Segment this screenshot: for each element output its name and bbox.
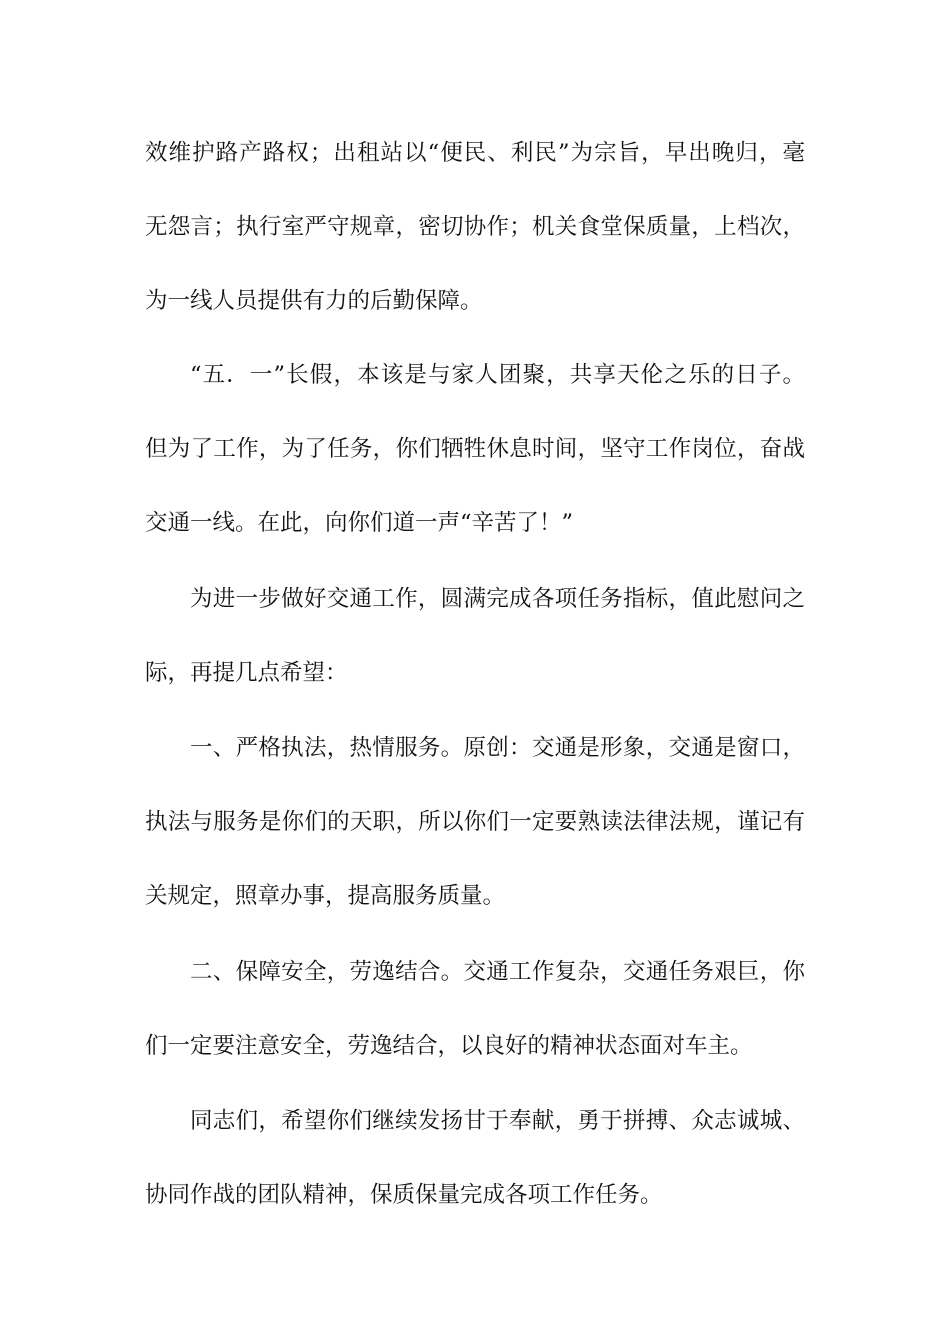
- paragraph-6-line-1: 同志们，希望你们继续发扬甘于奉献，勇于拼搏、众志诚城、: [190, 1108, 805, 1134]
- paragraph-6-line-2: 协同作战的团队精神，保质保量完成各项工作任务。: [145, 1182, 663, 1208]
- paragraph-2-line-1: “五．一”长假，本该是与家人团聚，共享天伦之乐的日子。: [190, 362, 805, 388]
- paragraph-4-line-3: 关规定，照章办事，提高服务质量。: [145, 883, 506, 909]
- paragraph-4-line-2: 执法与服务是你们的天职，所以你们一定要熟读法律法规，谨记有: [145, 809, 805, 835]
- paragraph-1-line-1: 效维护路产路权；出租站以“便民、利民”为宗旨，早出晚归，毫: [145, 140, 805, 166]
- paragraph-3-line-1: 为进一步做好交通工作，圆满完成各项任务指标，值此慰问之: [190, 586, 805, 612]
- paragraph-5-line-1: 二、保障安全，劳逸结合。交通工作复杂，交通任务艰巨，你: [190, 959, 805, 985]
- paragraph-5-line-2: 们一定要注意安全，劳逸结合，以良好的精神状态面对车主。: [145, 1033, 753, 1059]
- paragraph-1-line-2: 无怨言；执行室严守规章，密切协作；机关食堂保质量，上档次，: [145, 214, 805, 240]
- paragraph-2-line-3: 交通一线。在此，向你们道一声“辛苦了！”: [145, 510, 574, 536]
- paragraph-2-line-2: 但为了工作，为了任务，你们牺牲休息时间，坚守工作岗位，奋战: [145, 436, 805, 462]
- paragraph-3-line-2: 际，再提几点希望：: [145, 660, 348, 686]
- paragraph-1-line-3: 为一线人员提供有力的后勤保障。: [145, 288, 483, 314]
- paragraph-4-line-1: 一、严格执法，热情服务。原创：交通是形象，交通是窗口，: [190, 735, 805, 761]
